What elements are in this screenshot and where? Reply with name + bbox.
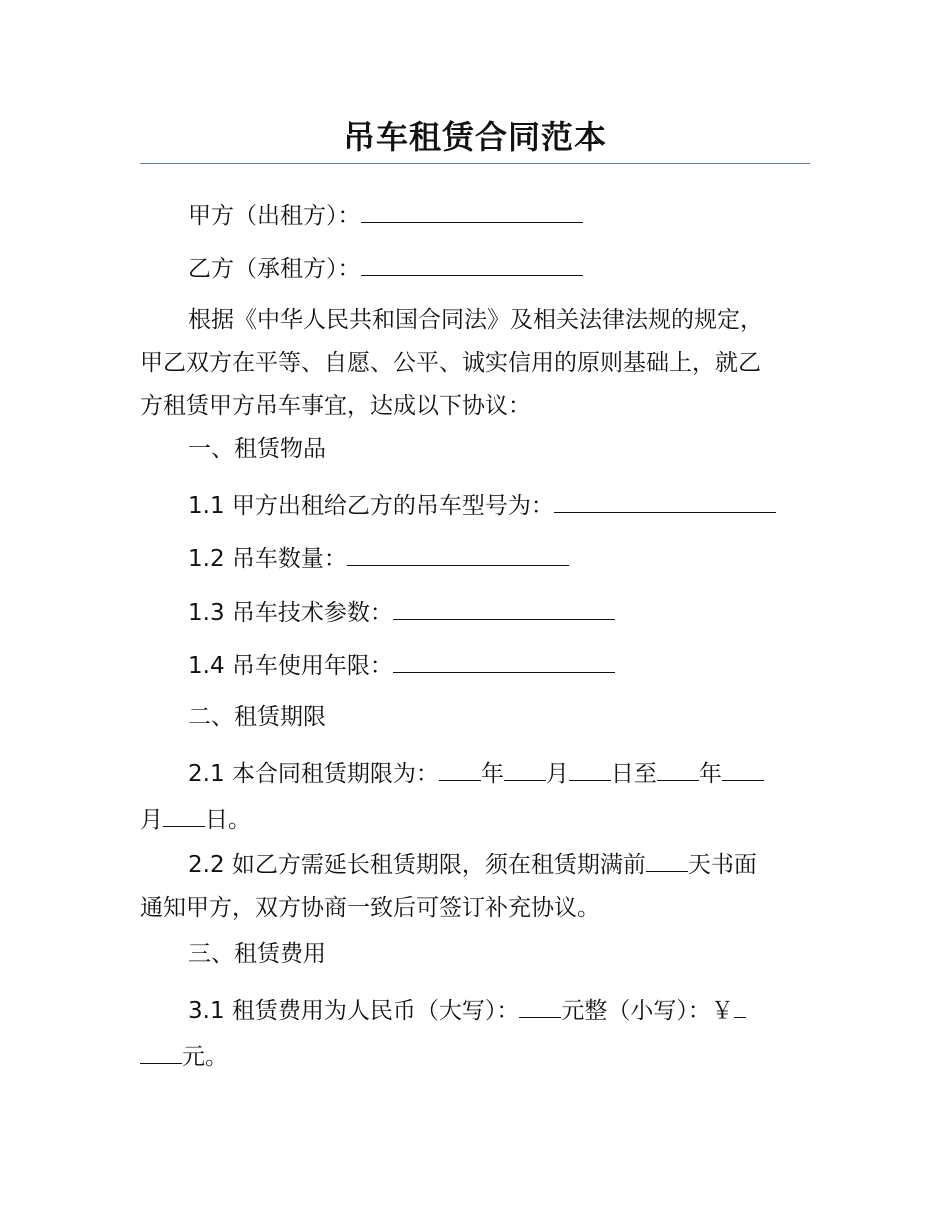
end-month-blank-part[interactable] bbox=[722, 750, 764, 781]
end-day-label: 日。 bbox=[205, 807, 251, 833]
party-a-label: 甲方（出租方）： bbox=[188, 203, 361, 229]
party-b-blank[interactable] bbox=[361, 245, 583, 276]
item-3-1-line-1 bbox=[140, 987, 810, 1033]
start-day-to-label: 日至 bbox=[610, 761, 657, 787]
section-2-heading: 二、租赁期限 bbox=[188, 704, 326, 730]
amount-figure-blank[interactable] bbox=[140, 1033, 182, 1064]
start-day-blank[interactable] bbox=[569, 750, 611, 781]
item-3-1-text-c: 元。 bbox=[182, 1044, 228, 1070]
item-1-4 bbox=[140, 642, 810, 688]
preamble-line-2: 甲乙双方在平等、自愿、公平、诚实信用的原则基础上，就乙 bbox=[140, 350, 761, 376]
item-3-1-text-b: 元整（小写）：￥ bbox=[561, 998, 734, 1024]
item-1-4-label: 1.4 吊车使用年限： bbox=[188, 653, 393, 679]
item-2-1-line-2 bbox=[140, 796, 810, 842]
preamble-line-1: 根据《中华人民共和国合同法》及相关法律法规的规定， bbox=[188, 307, 763, 333]
preamble-paragraph bbox=[140, 299, 810, 428]
preamble-line-3: 方租赁甲方吊车事宜，达成以下协议： bbox=[140, 393, 531, 419]
item-1-1-label: 1.1 甲方出租给乙方的吊车型号为： bbox=[188, 493, 554, 519]
party-b-line bbox=[140, 245, 810, 291]
item-2-2-line-1 bbox=[140, 841, 810, 887]
item-3-1-line-2 bbox=[140, 1033, 810, 1079]
end-year-blank[interactable] bbox=[657, 750, 699, 781]
party-a-blank[interactable] bbox=[361, 192, 583, 223]
title-divider bbox=[140, 163, 810, 164]
crane-model-blank[interactable] bbox=[554, 482, 776, 513]
item-1-2 bbox=[140, 535, 810, 581]
section-1-heading: 一、租赁物品 bbox=[188, 436, 326, 462]
start-year-blank[interactable] bbox=[439, 750, 481, 781]
item-1-3-label: 1.3 吊车技术参数： bbox=[188, 600, 393, 626]
party-a-line bbox=[140, 192, 810, 238]
item-2-1-line-1 bbox=[140, 750, 810, 796]
crane-specs-blank[interactable] bbox=[393, 589, 615, 620]
section-3-heading: 三、租赁费用 bbox=[188, 941, 326, 967]
start-month-label: 月 bbox=[545, 761, 569, 787]
amount-figure-blank-part[interactable] bbox=[734, 987, 746, 1018]
item-2-1-lead: 2.1 本合同租赁期限为： bbox=[188, 761, 439, 787]
item-1-3 bbox=[140, 589, 810, 635]
party-b-label: 乙方（承租方）： bbox=[188, 256, 361, 282]
crane-quantity-blank[interactable] bbox=[347, 535, 569, 566]
item-2-2-text-a: 2.2 如乙方需延长租赁期限，须在租赁期满前 bbox=[188, 852, 646, 878]
notice-days-blank[interactable] bbox=[646, 841, 688, 872]
crane-service-life-blank[interactable] bbox=[393, 642, 615, 673]
item-3-1-text-a: 3.1 租赁费用为人民币（大写）： bbox=[188, 998, 520, 1024]
start-year-label: 年 bbox=[480, 761, 504, 787]
amount-words-blank[interactable] bbox=[519, 987, 561, 1018]
start-month-blank[interactable] bbox=[504, 750, 546, 781]
end-year-label: 年 bbox=[698, 761, 722, 787]
item-1-2-label: 1.2 吊车数量： bbox=[188, 546, 347, 572]
end-day-blank[interactable] bbox=[163, 796, 205, 827]
item-2-1 bbox=[140, 750, 810, 842]
item-2-2-line-2: 通知甲方，双方协商一致后可签订补充协议。 bbox=[140, 895, 600, 921]
end-month-label: 月 bbox=[140, 807, 163, 833]
item-3-1 bbox=[140, 987, 810, 1079]
item-2-2-text-b: 天书面 bbox=[687, 852, 757, 878]
item-2-2 bbox=[140, 841, 810, 930]
document-title: 吊车租赁合同范本 bbox=[342, 118, 607, 156]
item-1-1 bbox=[140, 482, 810, 528]
